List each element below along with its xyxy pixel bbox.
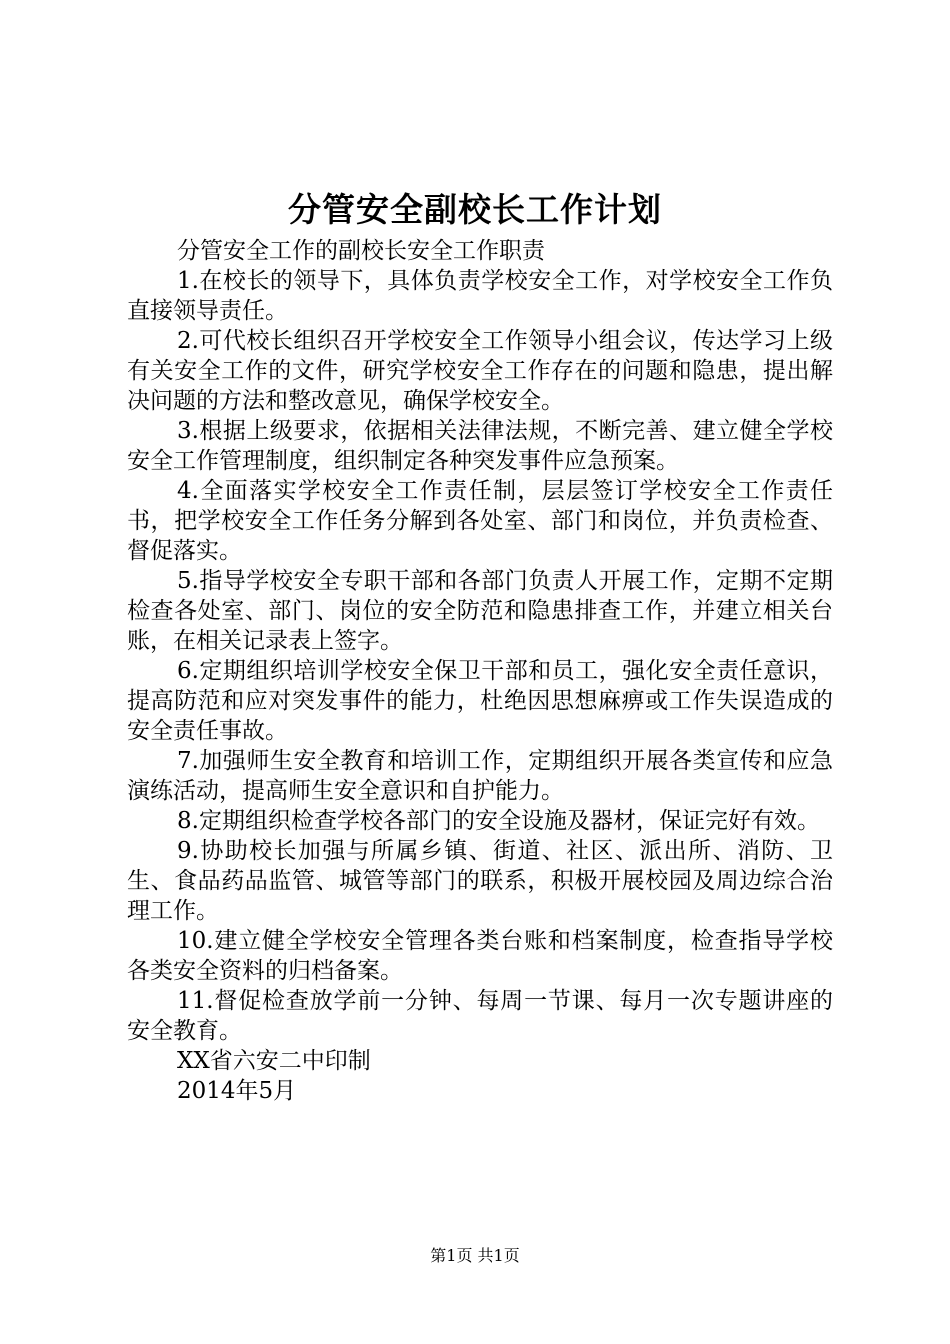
duty-item-5: 5.指导学校安全专职干部和各部门负责人开展工作，定期不定期检查各处室、部门、岗位的安全防范和隐患排查工作，并建立相关台账，在相关记录表上签字。 (127, 568, 833, 654)
document-body (127, 236, 833, 1106)
page-number-footer: 第1页 共1页 (430, 1246, 520, 1265)
duty-item-8: 8.定期组织检查学校各部门的安全设施及器材，保证完好有效。 (177, 808, 820, 834)
duty-item-1: 1.在校长的领导下，具体负责学校安全工作，对学校安全工作负直接领导责任。 (127, 268, 833, 324)
duty-item-9: 9.协助校长加强与所属乡镇、街道、社区、派出所、消防、卫生、食品药品监管、城管等部门的联系，积极开展校园及周边综合治理工作。 (127, 838, 833, 924)
duty-item-6: 6.定期组织培训学校安全保卫干部和员工，强化安全责任意识，提高防范和应对突发事件的能力，杜绝因思想麻痹或工作失误造成的安全责任事故。 (127, 658, 833, 744)
duty-item-7: 7.加强师生安全教育和培训工作，定期组织开展各类宣传和应急演练活动，提高师生安全意识和自护能力。 (127, 748, 833, 804)
duty-item-10: 10.建立健全学校安全管理各类台账和档案制度，检查指导学校各类安全资料的归档备案。 (127, 928, 833, 984)
duty-item-11: 11.督促检查放学前一分钟、每周一节课、每月一次专题讲座的安全教育。 (127, 988, 833, 1044)
duty-item-3: 3.根据上级要求，依据相关法律法规，不断完善、建立健全学校安全工作管理制度，组织制定各种突发事件应急预案。 (127, 418, 833, 474)
duty-item-2: 2.可代校长组织召开学校安全工作领导小组会议，传达学习上级有关安全工作的文件，研究学校安全工作存在的问题和隐患，提出解决问题的方法和整改意见，确保学校安全。 (127, 328, 833, 414)
document-title: 分管安全副校长工作计划 (288, 190, 662, 229)
document-subtitle: 分管安全工作的副校长安全工作职责 (177, 238, 545, 264)
date-line: 2014年5月 (177, 1078, 297, 1104)
duty-item-4: 4.全面落实学校安全工作责任制，层层签订学校安全工作责任书，把学校安全工作任务分解到各处室、部门和岗位，并负责检查、督促落实。 (127, 478, 833, 564)
issuer-line: XX省六安二中印制 (177, 1048, 371, 1074)
